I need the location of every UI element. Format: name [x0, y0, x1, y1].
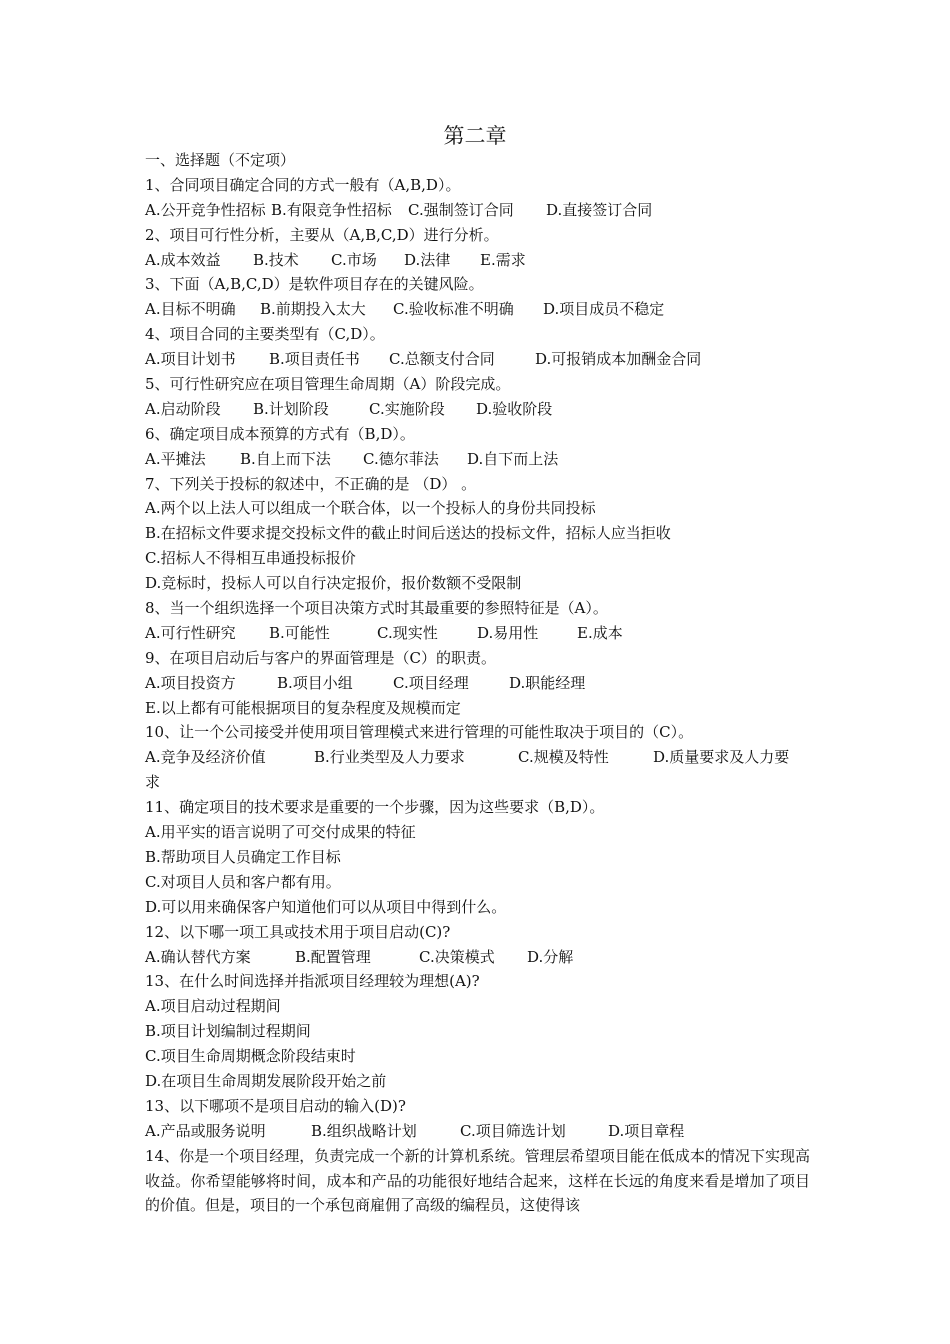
option-b: B.技术 [253, 250, 299, 269]
option-a: A.成本效益 [145, 250, 221, 269]
option-d: D.职能经理 [509, 673, 586, 692]
option-b: B.项目计划编制过程期间 [145, 1022, 311, 1041]
question-5-options [145, 397, 810, 422]
option-d-continued: 求 [145, 773, 161, 792]
option-c: C.规模及特性 [518, 748, 609, 767]
option-a: A.项目投资方 [145, 673, 236, 692]
option-b: B.自上而下法 [240, 449, 331, 468]
question-13-second: 13、以下哪项不是项目启动的输入(D)? [145, 1096, 406, 1115]
option-d: D.可报销成本加酬金合同 [535, 350, 702, 369]
option-a: A.目标不明确 [145, 300, 236, 319]
option-d: D.竞标时，投标人可以自行决定报价，报价数额不受限制 [145, 574, 522, 593]
question-12-options [145, 945, 810, 970]
option-b: B.计划阶段 [253, 399, 329, 418]
question-14: 14、你是一个项目经理，负责完成一个新的计算机系统。管理层希望项目能在低成本的情况下实现高收益。你希望能够将时间，成本和产品的功能很好地结合起来，这样在长远的角度来看是增加了项目的价值。但是，项目的一个承包商雇佣了高级的编程员，这使得该 [145, 1146, 810, 1215]
option-a: A.启动阶段 [145, 399, 221, 418]
option-d: D.可以用来确保客户知道他们可以从项目中得到什么。 [145, 897, 507, 916]
option-b: B.帮助项目人员确定工作目标 [145, 847, 341, 866]
option-b: B.项目小组 [277, 673, 353, 692]
question-3-options [145, 297, 810, 322]
option-d: D.分解 [527, 947, 574, 966]
option-e: E.以上都有可能根据项目的复杂程度及规模而定 [145, 698, 461, 717]
question-9-options [145, 671, 810, 696]
question-12: 12、以下哪一项工具或技术用于项目启动(C)? [145, 922, 451, 941]
chapter-title: 第二章 [443, 124, 507, 148]
question-10: 10、让一个公司接受并使用项目管理模式来进行管理的可能性取决于项目的（C）。 [145, 723, 694, 742]
option-a: A.公开竞争性招标 [145, 200, 266, 219]
question-8-options [145, 621, 810, 646]
option-a: A.产品或服务说明 [145, 1121, 266, 1140]
option-c: C.项目经理 [393, 673, 469, 692]
option-a: A.两个以上法人可以组成一个联合体，以一个投标人的身份共同投标 [145, 499, 596, 518]
option-a: A.用平实的语言说明了可交付成果的特征 [145, 823, 416, 842]
option-d: D.项目章程 [608, 1121, 685, 1140]
question-6-options [145, 447, 810, 472]
option-d: D.自下而上法 [467, 449, 559, 468]
option-a: A.确认替代方案 [145, 947, 251, 966]
option-d: D.易用性 [477, 623, 539, 642]
option-c: C.市场 [331, 250, 377, 269]
option-b: B.在招标文件要求提交投标文件的截止时间后送达的投标文件，招标人应当拒收 [145, 524, 671, 543]
question-1-options [145, 198, 810, 223]
section-heading: 一、选择题（不定项） [145, 151, 296, 169]
question-6: 6、确定项目成本预算的方式有（B,D）。 [145, 424, 415, 443]
option-b: B.配置管理 [295, 947, 371, 966]
question-1: 1、合同项目确定合同的方式一般有（A,B,D）。 [145, 175, 461, 194]
option-a: A.可行性研究 [145, 623, 236, 642]
option-d: D.直接签订合同 [546, 200, 653, 219]
option-c: C.强制签订合同 [408, 200, 514, 219]
question-13: 13、在什么时间选择并指派项目经理较为理想(A)? [145, 972, 480, 991]
question-7: 7、下列关于投标的叙述中，不正确的是 （D） 。 [145, 474, 477, 493]
option-d: D.项目成员不稳定 [543, 300, 665, 319]
question-11: 11、确定项目的技术要求是重要的一个步骤，因为这些要求（B,D）。 [145, 798, 605, 817]
option-c: C.现实性 [377, 623, 438, 642]
question-4: 4、项目合同的主要类型有（C,D）。 [145, 325, 385, 344]
question-9: 9、在项目启动后与客户的界面管理是（C）的职责。 [145, 648, 497, 667]
option-d: D.验收阶段 [476, 399, 553, 418]
option-b: B.前期投入太大 [260, 300, 366, 319]
option-c: C.项目筛选计划 [460, 1121, 566, 1140]
question-2-options [145, 248, 810, 273]
option-c: C.德尔菲法 [363, 449, 439, 468]
option-b: B.行业类型及人力要求 [314, 748, 465, 767]
document-body [145, 148, 810, 1218]
question-2: 2、项目可行性分析，主要从（A,B,C,D）进行分析。 [145, 225, 499, 244]
question-4-options [145, 347, 810, 372]
option-b: B.有限竞争性招标 [271, 200, 392, 219]
option-a: A.项目启动过程期间 [145, 997, 281, 1016]
option-c: C.项目生命周期概念阶段结束时 [145, 1047, 356, 1066]
question-3: 3、下面（A,B,C,D）是软件项目存在的关键风险。 [145, 275, 484, 294]
option-c: C.总额支付合同 [389, 350, 495, 369]
option-b: B.项目责任书 [269, 350, 360, 369]
option-c: C.招标人不得相互串通投标报价 [145, 549, 356, 568]
question-13-second-options [145, 1119, 810, 1144]
option-b: B.可能性 [269, 623, 330, 642]
option-c: C.决策模式 [419, 947, 495, 966]
option-a: A.竞争及经济价值 [145, 748, 266, 767]
option-c: C.验收标准不明确 [393, 300, 514, 319]
option-d: D.质量要求及人力要 [653, 748, 790, 767]
question-5: 5、可行性研究应在项目管理生命周期（A）阶段完成。 [145, 375, 511, 394]
option-b: B.组织战略计划 [311, 1121, 417, 1140]
option-d: D.在项目生命周期发展阶段开始之前 [145, 1071, 387, 1090]
option-d: D.法律 [404, 250, 451, 269]
option-a: A.项目计划书 [145, 350, 236, 369]
question-10-options [145, 745, 810, 770]
option-a: A.平摊法 [145, 449, 206, 468]
option-e: E.成本 [577, 623, 623, 642]
option-c: C.对项目人员和客户都有用。 [145, 872, 341, 891]
option-e: E.需求 [480, 250, 526, 269]
option-c: C.实施阶段 [369, 399, 445, 418]
question-8: 8、当一个组织选择一个项目决策方式时其最重要的参照特征是（A）。 [145, 599, 608, 618]
